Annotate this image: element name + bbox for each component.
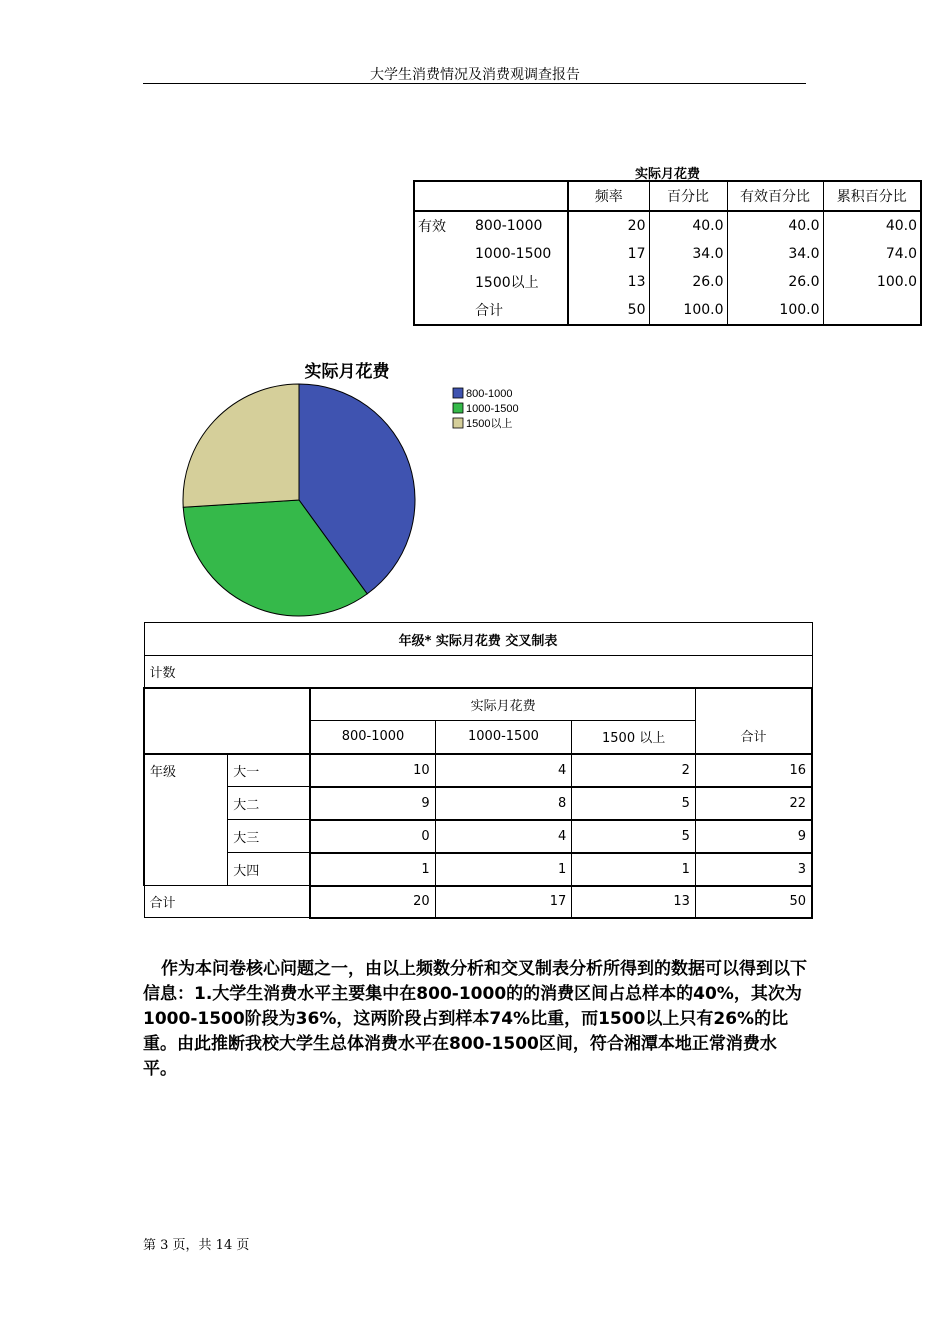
table-row bbox=[144, 754, 812, 787]
freq-cell bbox=[823, 296, 921, 325]
freq-col-header: 累积百分比 bbox=[823, 181, 921, 211]
freq-table-title: 实际月花费 bbox=[634, 167, 700, 182]
crosstab-table bbox=[143, 622, 813, 919]
legend-swatch bbox=[453, 403, 463, 413]
crosstab-cell: 9 bbox=[310, 787, 435, 820]
page-footer: 第 3 页，共 14 页 bbox=[143, 1238, 250, 1253]
table-row bbox=[414, 296, 921, 325]
crosstab-col-header: 800-1000 bbox=[310, 721, 435, 754]
freq-cell: 100.0 bbox=[727, 296, 823, 325]
crosstab-cell: 0 bbox=[310, 820, 435, 853]
freq-cell: 40.0 bbox=[649, 211, 727, 240]
crosstab-cell: 4 bbox=[435, 754, 572, 787]
crosstab-cell: 1 bbox=[310, 853, 435, 886]
header-rule bbox=[143, 83, 806, 84]
body-paragraph: 作为本问卷核心问题之一，由以上频数分析和交叉制表分析所得到的数据可以得到以下信息：1.大学生消费水平主要集中在800-1000的的消费区间占总样本的40%，其次为1000-1500阶段为36%，这两阶段占到样本74%比重，而1500以上只有26%的比重。由此推断我校大学生总体消费水平在800-1500区间，符合湘潭本地正常消费水平。 bbox=[143, 959, 807, 1079]
crosstab-row-label: 大二 bbox=[228, 787, 311, 820]
freq-col-header: 百分比 bbox=[649, 181, 727, 211]
crosstab-title: 年级* 实际月花费 交叉制表 bbox=[144, 623, 812, 656]
table-row bbox=[414, 240, 921, 268]
table-row bbox=[414, 268, 921, 296]
crosstab-row-label: 大四 bbox=[228, 853, 311, 886]
pie-chart bbox=[170, 355, 550, 620]
freq-cell: 40.0 bbox=[885, 218, 917, 234]
legend-label: 800-1000 bbox=[466, 388, 513, 400]
crosstab-col-group: 实际月花费 bbox=[310, 688, 695, 721]
pie-slices bbox=[183, 384, 415, 616]
table-row bbox=[144, 886, 812, 918]
freq-cell: 74.0 bbox=[885, 246, 917, 262]
crosstab-cell: 1 bbox=[435, 853, 572, 886]
crosstab-cell: 5 bbox=[572, 820, 696, 853]
freq-cell: 34.0 bbox=[649, 240, 727, 268]
freq-cell: 13 bbox=[568, 268, 649, 296]
frequency-table bbox=[413, 180, 922, 326]
crosstab-cell: 10 bbox=[310, 754, 435, 787]
freq-cell: 26.0 bbox=[649, 268, 727, 296]
crosstab-cell: 13 bbox=[572, 886, 696, 918]
crosstab-row-label: 大一 bbox=[228, 754, 311, 787]
crosstab-cell: 16 bbox=[695, 754, 812, 787]
freq-header-row bbox=[414, 181, 921, 211]
table-row bbox=[144, 820, 812, 853]
pie-slice-1500以上 bbox=[183, 384, 299, 507]
crosstab-total-header: 合计 bbox=[695, 688, 812, 754]
table-row bbox=[144, 787, 812, 820]
freq-row-label: 800-1000 bbox=[472, 211, 568, 240]
crosstab-count-label: 计数 bbox=[144, 656, 812, 688]
crosstab-row-group: 年级 bbox=[144, 754, 228, 886]
legend-label: 1500以上 bbox=[466, 418, 513, 430]
crosstab-cell: 8 bbox=[435, 787, 572, 820]
freq-cell: 34.0 bbox=[727, 240, 823, 268]
crosstab-cell: 17 bbox=[435, 886, 572, 918]
crosstab-cell: 1 bbox=[572, 853, 696, 886]
freq-cell: 100.0 bbox=[649, 296, 727, 325]
crosstab-cell: 3 bbox=[695, 853, 812, 886]
freq-cell: 26.0 bbox=[727, 268, 823, 296]
crosstab-row-label: 大三 bbox=[228, 820, 311, 853]
legend-label: 1000-1500 bbox=[466, 403, 519, 415]
freq-col-header: 频率 bbox=[568, 181, 649, 211]
legend-swatch bbox=[453, 388, 463, 398]
crosstab-cell: 2 bbox=[572, 754, 696, 787]
table-row bbox=[414, 211, 921, 240]
freq-cell: 40.0 bbox=[727, 211, 823, 240]
freq-cell: 20 bbox=[568, 211, 649, 240]
crosstab-cell: 5 bbox=[572, 787, 696, 820]
crosstab-cell: 20 bbox=[310, 886, 435, 918]
freq-row-label: 1500以上 bbox=[472, 268, 568, 296]
freq-cell: 100.0 bbox=[876, 274, 917, 290]
page-header-title: 大学生消费情况及消费观调查报告 bbox=[370, 67, 580, 83]
crosstab-cell: 22 bbox=[695, 787, 812, 820]
freq-row-label: 合计 bbox=[472, 296, 568, 325]
crosstab-cell: 9 bbox=[695, 820, 812, 853]
freq-col-header: 有效百分比 bbox=[727, 181, 823, 211]
crosstab-total-row-label: 合计 bbox=[144, 886, 310, 918]
freq-group-label: 有效 bbox=[418, 219, 446, 235]
chart-title: 实际月花费 bbox=[304, 362, 390, 382]
chart-legend bbox=[453, 388, 519, 430]
freq-row-label: 1000-1500 bbox=[472, 240, 568, 268]
legend-swatch bbox=[453, 418, 463, 428]
crosstab-col-header: 1500 以上 bbox=[572, 721, 696, 754]
crosstab-cell: 50 bbox=[695, 886, 812, 918]
freq-cell: 50 bbox=[568, 296, 649, 325]
crosstab-cell: 4 bbox=[435, 820, 572, 853]
table-row bbox=[144, 853, 812, 886]
freq-cell: 17 bbox=[568, 240, 649, 268]
crosstab-col-header: 1000-1500 bbox=[435, 721, 572, 754]
